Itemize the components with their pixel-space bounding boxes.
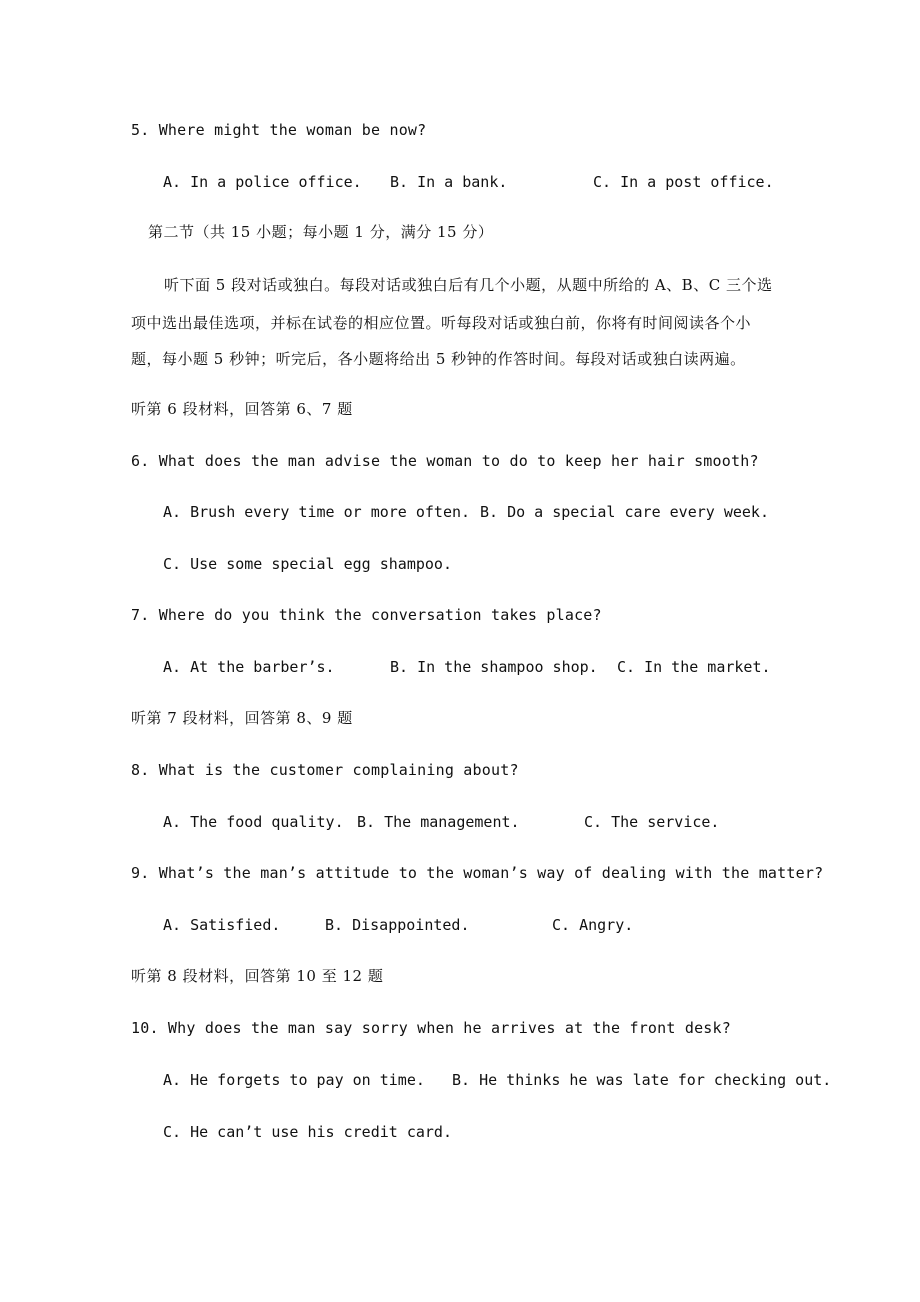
question-7-option-c: C. In the market. (617, 658, 771, 676)
question-7-option-a: A. At the barber’s. (163, 658, 335, 676)
material-7-prompt: 听第 7 段材料，回答第 8、9 题 (131, 709, 353, 727)
question-8-option-b: B. The management. (357, 813, 520, 831)
question-7-option-b: B. In the shampoo shop. (390, 658, 598, 676)
question-7-stem: 7. Where do you think the conversation takes place? (131, 606, 602, 624)
section-2-heading: 第二节（共 15 小题；每小题 1 分，满分 15 分） (148, 223, 494, 241)
question-5-option-b: B. In a bank. (390, 173, 508, 191)
question-10-option-c: C. He can’t use his credit card. (163, 1123, 452, 1141)
section-2-instruction-line-3: 题，每小题 5 秒钟；听完后，各小题将给出 5 秒钟的作答时间。每段对话或独白读两遍。 (131, 350, 746, 368)
question-8-stem: 8. What is the customer complaining about? (131, 761, 519, 779)
question-6-option-c: C. Use some special egg shampoo. (163, 555, 452, 573)
question-9-option-c: C. Angry. (552, 916, 634, 934)
question-5-stem: 5. Where might the woman be now? (131, 121, 427, 139)
question-6-option-a: A. Brush every time or more often. (163, 503, 471, 521)
question-6-stem: 6. What does the man advise the woman to do to keep her hair smooth? (131, 452, 759, 470)
material-8-prompt: 听第 8 段材料，回答第 10 至 12 题 (131, 967, 384, 985)
section-2-instruction-line-1: 听下面 5 段对话或独白。每段对话或独白后有几个小题，从题中所给的 A、B、C 三个选 (164, 276, 773, 294)
question-8-option-a: A. The food quality. (163, 813, 344, 831)
question-10-option-b: B. He thinks he was late for checking out. (452, 1071, 832, 1089)
question-8-option-c: C. The service. (584, 813, 720, 831)
section-2-instruction-line-2: 项中选出最佳选项，并标在试卷的相应位置。听每段对话或独白前，你将有时间阅读各个小 (131, 314, 752, 332)
question-9-stem: 9. What’s the man’s attitude to the woman’s way of dealing with the matter? (131, 864, 824, 882)
question-5-option-a: A. In a police office. (163, 173, 362, 191)
question-10-option-a: A. He forgets to pay on time. (163, 1071, 425, 1089)
material-6-prompt: 听第 6 段材料，回答第 6、7 题 (131, 400, 353, 418)
question-5-option-c: C. In a post office. (593, 173, 774, 191)
question-6-option-b: B. Do a special care every week. (480, 503, 769, 521)
question-10-stem: 10. Why does the man say sorry when he arrives at the front desk? (131, 1019, 731, 1037)
question-9-option-b: B. Disappointed. (325, 916, 470, 934)
question-9-option-a: A. Satisfied. (163, 916, 281, 934)
